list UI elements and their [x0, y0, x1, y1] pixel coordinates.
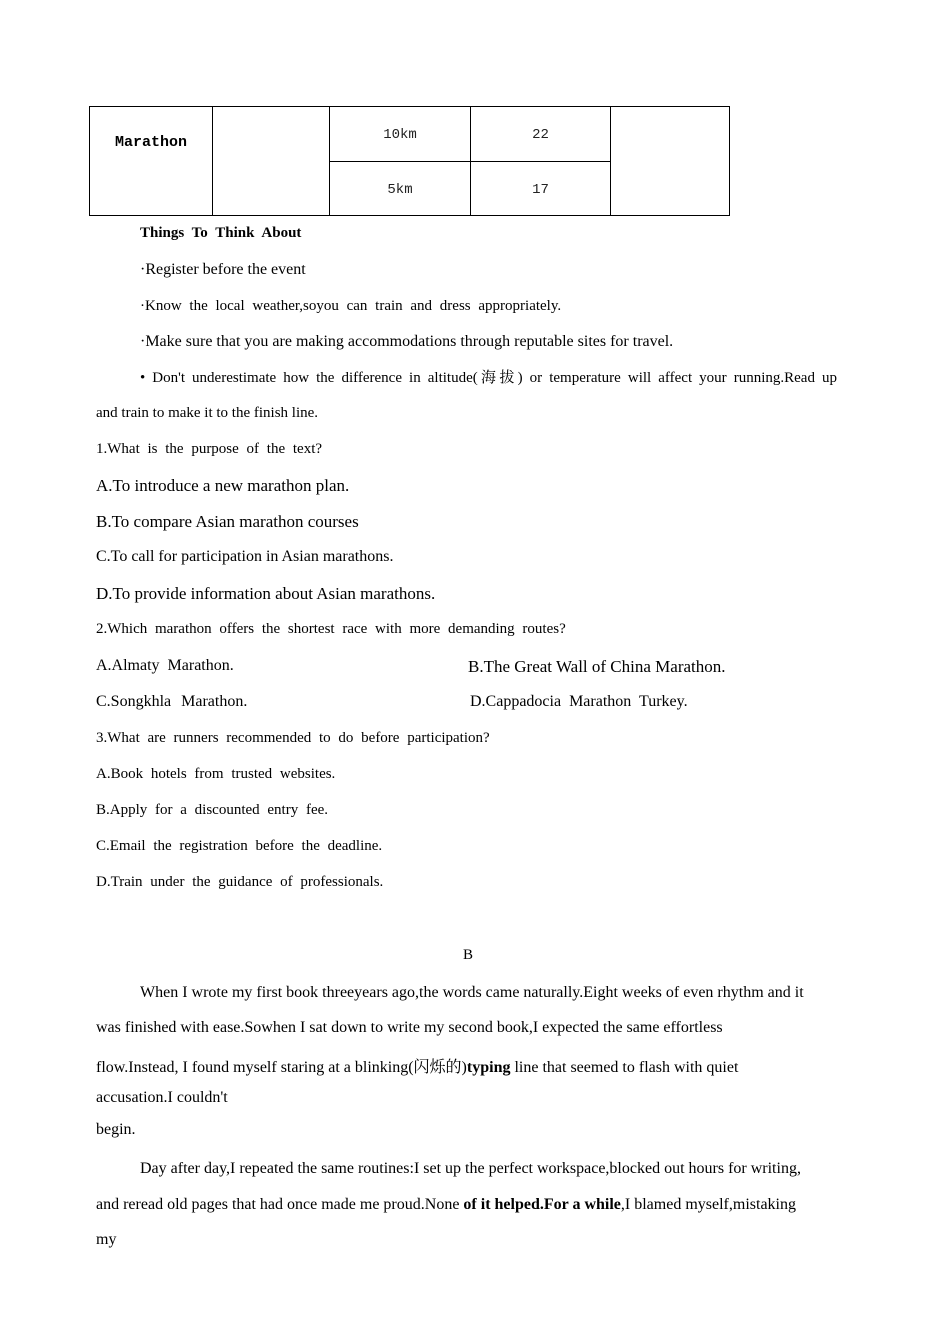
q1-option-c: C.To call for participation in Asian marathons.: [96, 548, 394, 565]
marathon-table: [89, 106, 730, 216]
table-empty-cell: [213, 107, 330, 216]
passage-p1-line5: begin.: [96, 1121, 136, 1138]
passage-p1-line4: accusation.I couldn't: [96, 1089, 228, 1106]
q2-option-b: B.The Great Wall of China Marathon.: [468, 657, 726, 676]
q2-question: 2.Which marathon offers the shortest race with more demanding routes?: [96, 621, 566, 637]
distance-10km: 10km: [383, 127, 417, 143]
q1-option-a: A.To introduce a new marathon plan.: [96, 476, 350, 495]
q2-option-c: C.Songkhla Marathon.: [96, 693, 248, 710]
table-cell: [330, 107, 471, 162]
value-17: 17: [532, 181, 549, 198]
q3-option-a: A.Book hotels from trusted websites.: [96, 766, 336, 782]
things-heading: Things To Think About: [140, 225, 302, 241]
distance-5km: 5km: [387, 181, 413, 198]
q2-option-a: A.Almaty Marathon.: [96, 657, 234, 674]
passage-text: line that seemed to flash with quiet: [510, 1059, 739, 1076]
q3-option-d: D.Train under the guidance of professionals.: [96, 874, 384, 890]
q1-option-b: B.To compare Asian marathon courses: [96, 512, 359, 531]
q1-option-d: D.To provide information about Asian marathons.: [96, 584, 436, 603]
passage-text: flow.Instead, I found myself staring at a blinking(闪烁的): [96, 1059, 467, 1076]
q2-option-d: D.Cappadocia Marathon Turkey.: [470, 693, 688, 710]
passage-p2-line1: Day after day,I repeated the same routines:I set up the perfect workspace,blocked out hours for writing,: [140, 1160, 801, 1177]
section-b-label: B: [463, 947, 474, 963]
q3-option-b: B.Apply for a discounted entry fee.: [96, 802, 329, 818]
table-cell: [330, 162, 471, 216]
table-cell: [471, 107, 611, 162]
value-22: 22: [532, 127, 549, 143]
things-item-1: ·Register before the event: [140, 261, 306, 278]
table-empty-cell: [611, 107, 730, 216]
passage-text: ,I blamed myself,mistaking: [620, 1196, 796, 1213]
passage-p1-line3: [96, 1054, 738, 1077]
q3-option-c: C.Email the registration before the deadline.: [96, 838, 383, 854]
q1-question: 1.What is the purpose of the text?: [96, 441, 323, 457]
passage-p1-line1: When I wrote my first book threeyears ago,the words came naturally.Eight weeks of even rhythm and it: [140, 984, 804, 1001]
things-item-4-cont: and train to make it to the finish line.: [96, 405, 319, 421]
table-cell: [471, 162, 611, 216]
things-item-2: ·Know the local weather,soyou can train and dress appropriately.: [140, 298, 562, 314]
things-item-4: • Don't underestimate how the difference in altitude(海拔) or temperature will affect your running.Read up: [140, 370, 837, 386]
table-row-label-cell: [90, 107, 213, 216]
passage-bold-phrase: of it helped.For a while: [463, 1196, 621, 1213]
things-item-3: ·Make sure that you are making accommodations through reputable sites for travel.: [140, 333, 674, 350]
passage-p2-line3: my: [96, 1231, 117, 1248]
table-row-label: Marathon: [114, 134, 187, 151]
passage-text: and reread old pages that had once made me proud.None: [96, 1196, 464, 1213]
passage-bold-word: typing: [466, 1059, 511, 1076]
q3-question: 3.What are runners recommended to do before participation?: [96, 730, 490, 746]
passage-p1-line2: was finished with ease.Sowhen I sat down to write my second book,I expected the same effortless: [96, 1019, 723, 1036]
passage-p2-line2: [96, 1196, 796, 1214]
